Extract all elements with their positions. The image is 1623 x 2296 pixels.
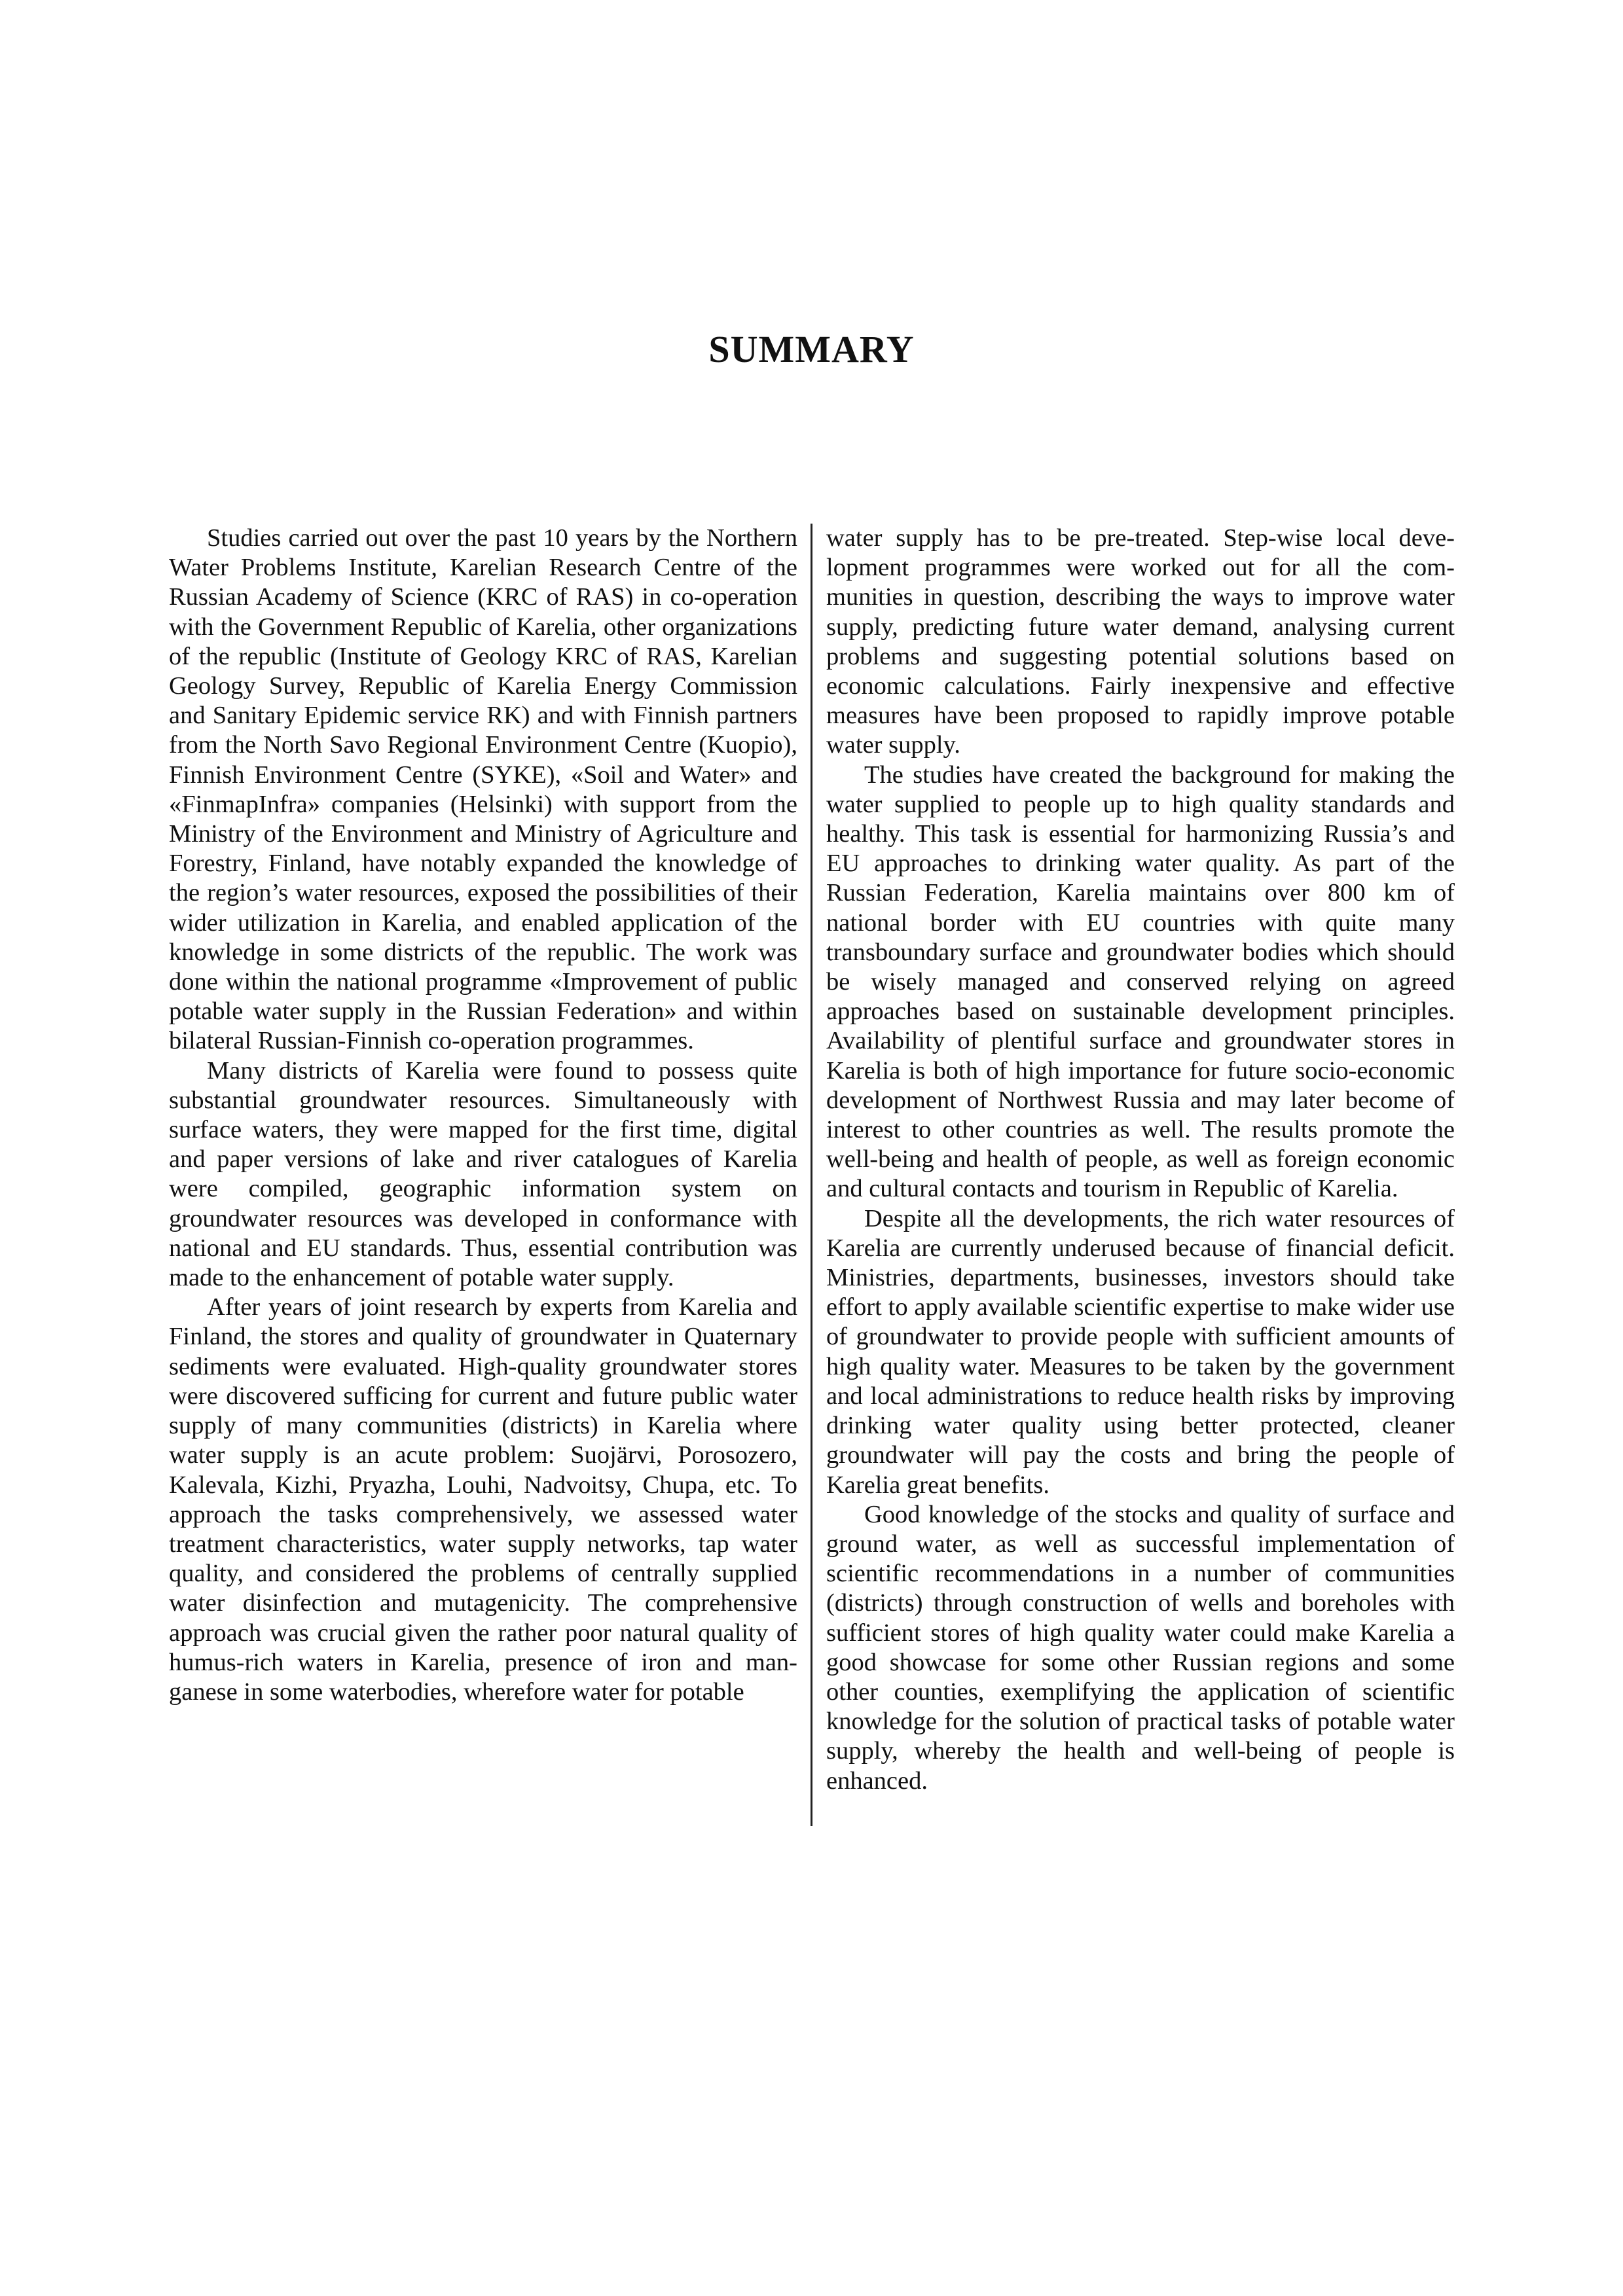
page-title: SUMMARY (708, 328, 915, 370)
column-divider (811, 524, 812, 1826)
paragraph: The studies have created the background for making the water supplied to people up to high quality standards and healthy. This task is essential for harmonizing Russia’s and EU approaches to drinking water quality. As part of the Russian Federation, Karelia maintains over 800 km of national border with EU countries with quite many transboundary surface and groundwater bodies which should be wisely managed and conserved relying on agreed approaches based on sustainable development principles. Availability of plentiful surface and groundwater stores in Karelia is both of high importance for future socio-economic development of Northwest Russia and may later become of interest to other countries as well. The results promote the well-being and health of people, as well as foreign economic and cultural contacts and tourism in Republic of Karelia. (826, 761, 1455, 1203)
paragraph: Good knowledge of the stocks and quality of surface and ground water, as well as successful implementation of scientific recommendations in a number of communities (districts) through construction of wells and boreholes with sufficient stores of high quality water could make Karelia a good showcase for some other Russian regions and some other counties, exemplifying the application of scientific knowledge for the solution of practical tasks of potable water supply, whereby the health and well-being of people is enhanced. (826, 1500, 1455, 1795)
left-column (169, 524, 797, 1707)
paragraph: After years of joint research by experts from Karelia and Finland, the stores and quality of groundwater in Quaternary sediments were evaluated. High-quality groundwater stores were discovered sufficing for current and future public water supply of many communities (districts) in Karelia where water supply is an acute problem: Suojärvi, Porosozero, Kalevala, Kizhi, Pryazha, Louhi, Nadvoitsy, Chupa, etc. To approach the tasks comprehensively, we assessed water treatment characteristics, water supply networks, tap water quality, and considered the problems of centrally supplied water disinfection and mutagenicity. The comprehensive approach was crucial given the rather poor natural quality of humus-rich waters in Karelia, presence of iron and manganese in some waterbodies, wherefore water for potable (169, 1293, 797, 1706)
paragraph: Despite all the developments, the rich water resources of Karelia are currently underused because of financial deficit. Ministries, departments, businesses, investors should take effort to apply available scientific expertise to make wider use of groundwater to provide people with sufficient amounts of high quality water. Measures to be taken by the government and local administrations to reduce health risks by improving drinking water quality using better protected, cleaner groundwater will pay the costs and bring the people of Karelia great benefits. (826, 1204, 1455, 1499)
paragraph: Many districts of Karelia were found to possess quite substantial groundwater resources. Simultaneously with surface waters, they were mapped for the first time, digital and paper versions of lake and river catalogues of Karelia were compiled, geographic information system on groundwater resources was developed in conformance with national and EU standards. Thus, essential contribution was made to the enhancement of potable water supply. (169, 1056, 797, 1292)
paragraph: Studies carried out over the past 10 years by the Northern Water Problems Institute, Karelian Research Centre of the Russian Academy of Science (KRC of RAS) in co-operation with the Government Republic of Karelia, other organizations of the republic (Institute of Geology KRC of RAS, Karelian Geology Survey, Republic of Karelia Energy Commission and Sanitary Epidemic service RK) and with Finnish partners from the North Savo Regional Environment Centre (Kuopio), Finnish Environment Centre (SYKE), «Soil and Water» and «FinmapInfra» companies (Helsinki) with support from the Ministry of the Environment and Ministry of Agriculture and Forestry, Finland, have notably expanded the knowledge of the region’s water resources, exposed the possibilities of their wider utilization in Karelia, and enabled application of the knowledge in some districts of the republic. The work was done within the national programme «Improvement of public potable water supply in the Russian Federation» and within bilateral Russian-Finnish co-operation programmes. (169, 524, 797, 1055)
paragraph-continuation: water supply has to be pre-treated. Step-wise local development programmes were worked out for all the communities in question, describing the ways to improve water supply, predicting future water demand, analysing current problems and suggesting potential solutions based on economic calculations. Fairly inexpensive and effective measures have been proposed to rapidly improve potable water supply. (826, 524, 1455, 759)
right-column (826, 524, 1455, 1796)
